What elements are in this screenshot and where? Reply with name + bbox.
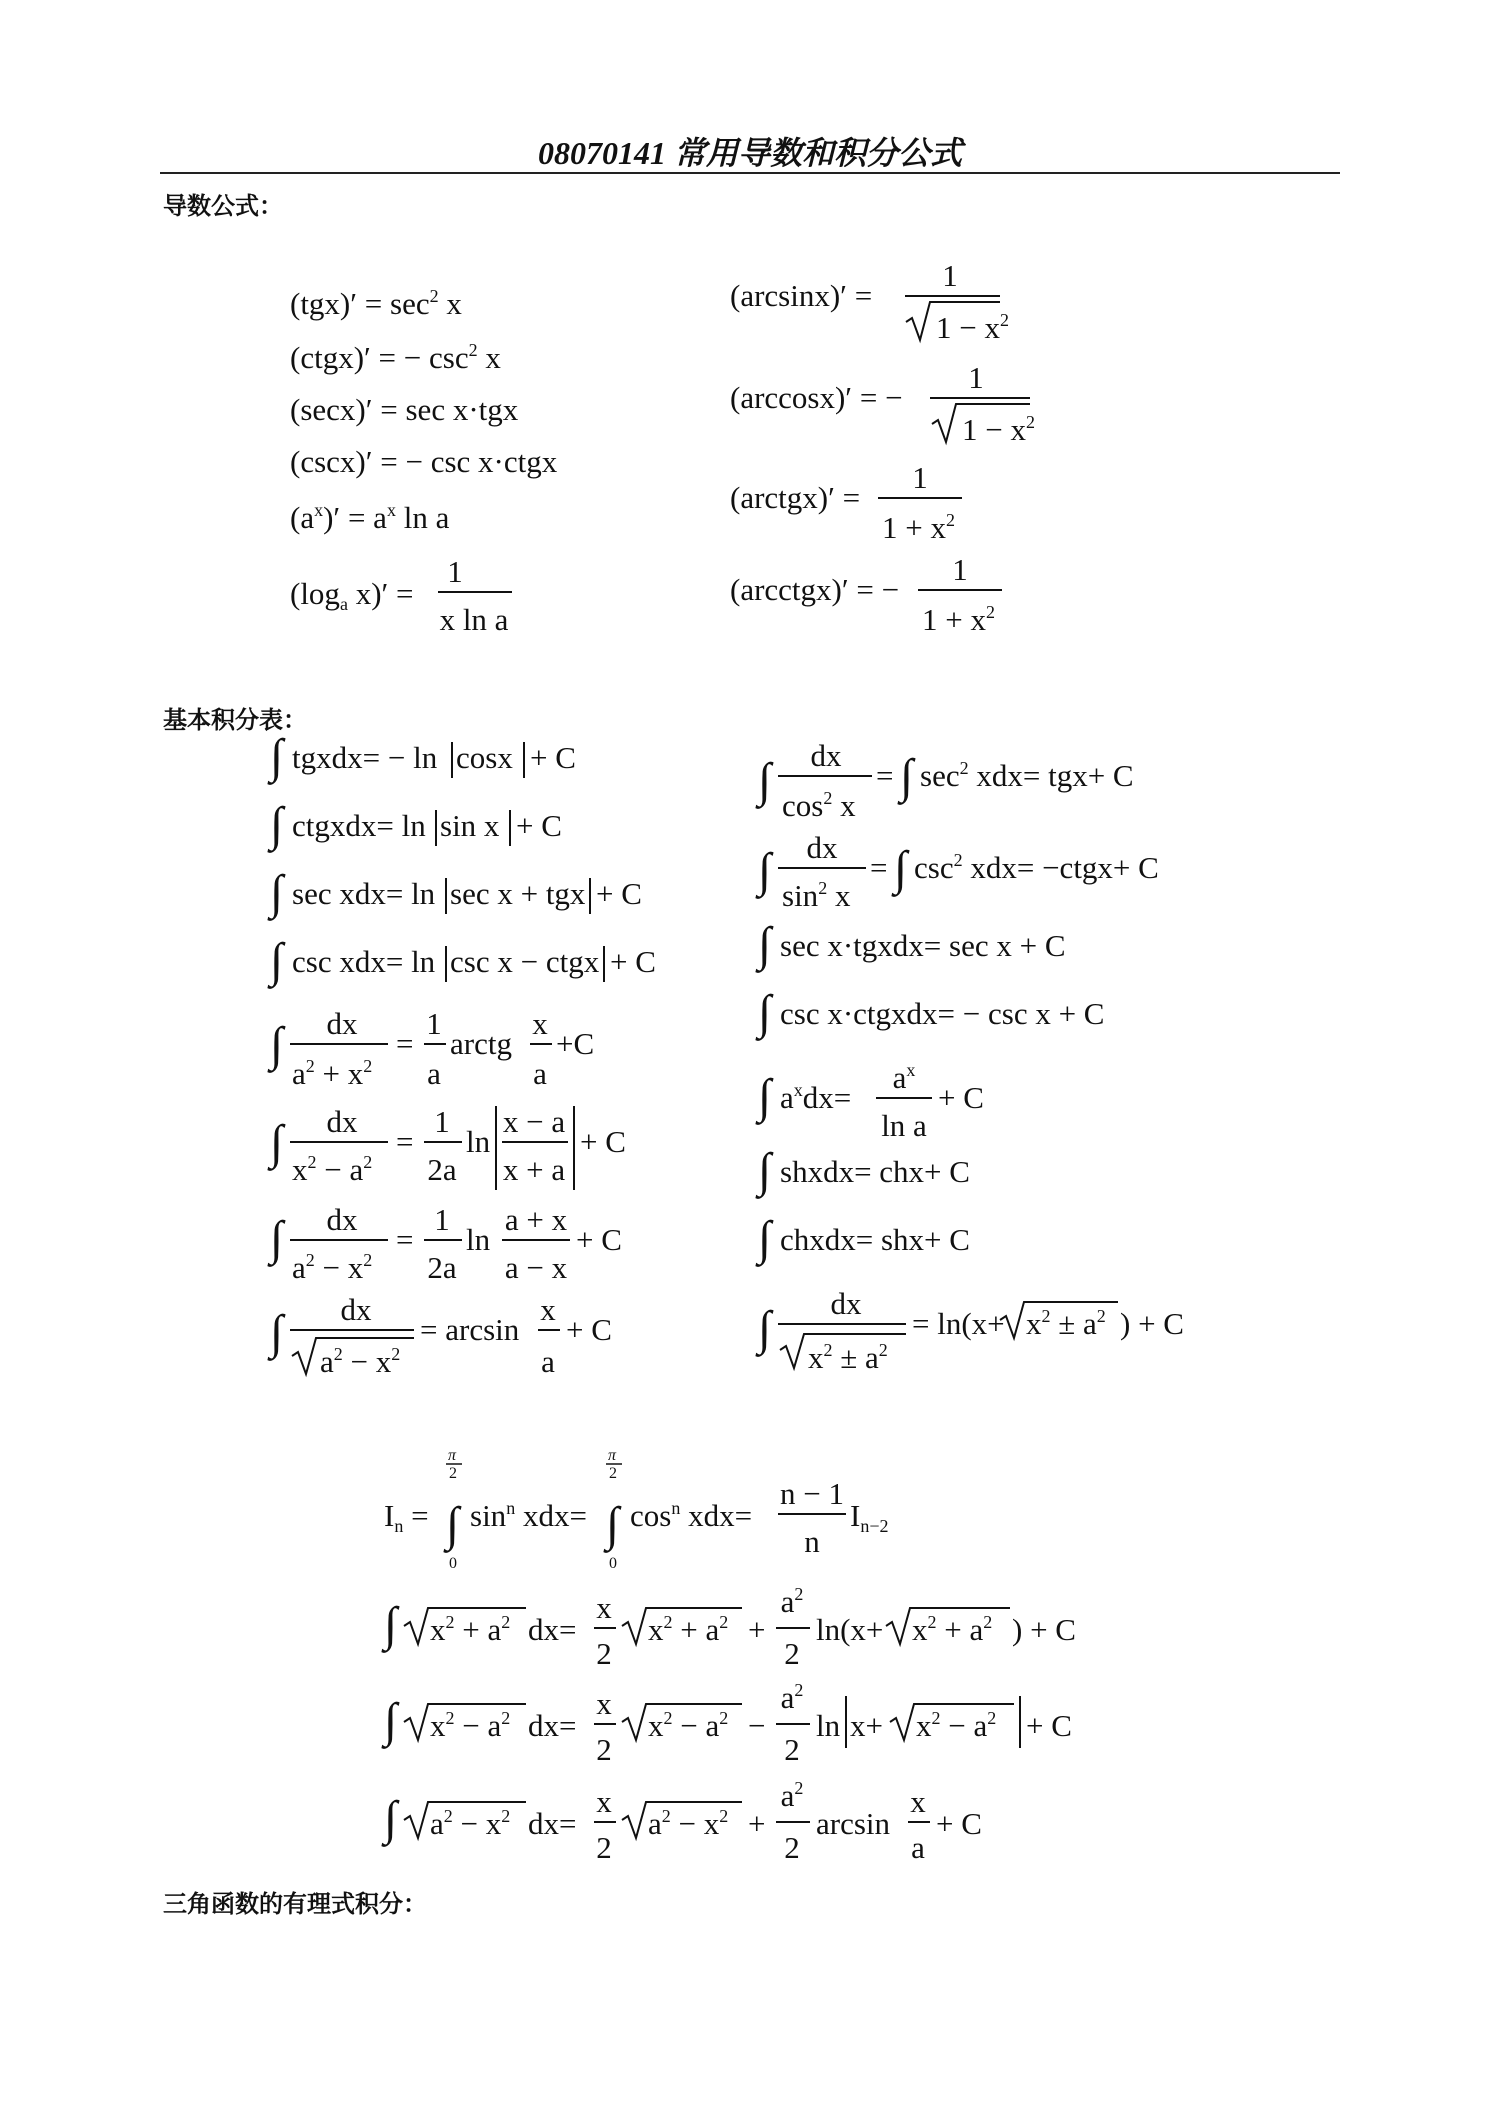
svg-text:(arcsinx)′ =: (arcsinx)′ = xyxy=(730,278,873,313)
svg-text:1: 1 xyxy=(426,1006,442,1041)
svg-text:+ C: + C xyxy=(1026,1708,1072,1743)
integral-formula-arcsin xyxy=(267,1292,612,1379)
svg-text:x: x xyxy=(532,1006,548,1041)
svg-text:ln a: ln a xyxy=(881,1108,927,1143)
svg-text:(ctgx)′ = − csc2 x: (ctgx)′ = − $\csc^2 x$ xyxy=(290,340,501,375)
svg-text:x2 + a2: $x^2 + a^2$ xyxy=(430,1612,511,1647)
integral-formula-csc-ctg xyxy=(755,986,1105,1041)
svg-text:∫: ∫ xyxy=(270,1116,284,1169)
svg-text:ln: ln xyxy=(466,1222,491,1257)
svg-text:(secx)′ = sec x·tgx: (secx)′ = sec x·tgx xyxy=(290,392,519,427)
svg-text:∫: ∫ xyxy=(758,754,772,807)
svg-text:n: n xyxy=(804,1524,820,1559)
derivative-formula-tg xyxy=(290,286,462,321)
section-heading-integrals: 基本积分表： xyxy=(163,706,307,734)
svg-text:∫: ∫ xyxy=(758,1302,772,1355)
derivative-formula-exp xyxy=(290,500,450,535)
derivative-formula-arctg xyxy=(730,460,962,545)
svg-text:=: = xyxy=(396,1124,414,1159)
svg-text:1 + x2: $1 + x^2$ xyxy=(882,510,955,545)
svg-text:a2 − x2: $a^2 - x^2$ xyxy=(320,1344,401,1379)
svg-text:2: 2 xyxy=(596,1636,612,1671)
svg-text:a2: $a^2$ xyxy=(780,1584,804,1619)
integral-formula-sec xyxy=(267,866,642,921)
integral-formula-sqrt-a-minus-x xyxy=(381,1778,982,1865)
svg-text:(tgx)′ = sec2 x: $(tgx)' = \sec^2 x$ xyxy=(290,286,462,321)
svg-text:a2 − x2: $a^2 - x^2$ xyxy=(292,1250,373,1285)
svg-text:sec x + tgx: sec x + tgx xyxy=(450,876,586,911)
svg-text:a + x: a + x xyxy=(504,1202,568,1237)
integral-formula-csc xyxy=(267,934,656,989)
integral-formula-ch xyxy=(755,1212,970,1267)
svg-text:2: 2 xyxy=(784,1830,800,1865)
svg-text:∫: ∫ xyxy=(606,1498,620,1551)
svg-text:csc x·ctgxdx= − csc x + C: csc x·ctgxdx= − csc x + C xyxy=(780,996,1105,1031)
svg-text:∫: ∫ xyxy=(446,1498,460,1551)
svg-text:sec x·tgxdx= sec x + C: sec x·tgxdx= sec x + C xyxy=(780,928,1066,963)
svg-text:+ C: + C xyxy=(576,1222,622,1257)
section-heading-derivatives: 导数公式： xyxy=(163,192,283,220)
svg-text:+ C: + C xyxy=(516,808,562,843)
svg-text:∫: ∫ xyxy=(758,1212,772,1265)
integral-formula-sh xyxy=(755,1144,970,1199)
svg-text:(arcctgx)′ = −: (arcctgx)′ = − xyxy=(730,572,900,607)
svg-text:x2 ± a2: $x^2 \pm a^2$ xyxy=(808,1340,888,1375)
svg-text:csc xdx= ln: csc xdx= ln xyxy=(292,944,436,979)
svg-text:x2 ± a2: $x^2 \pm a^2$ xyxy=(1026,1306,1106,1341)
integral-formula-arctg xyxy=(267,1006,594,1091)
svg-text:ln: ln xyxy=(816,1708,841,1743)
svg-text:a2: $a^2$ xyxy=(780,1778,804,1813)
svg-text:x − a: x − a xyxy=(502,1104,566,1139)
integral-formula-tg xyxy=(267,730,576,785)
svg-text:x: x xyxy=(596,1590,612,1625)
svg-text:=: = xyxy=(870,850,888,885)
svg-text:) + C: ) + C xyxy=(1120,1306,1184,1341)
svg-text:(loga x)′ =: (loga x)′ = xyxy=(290,576,414,614)
svg-text:In−2: In−2 xyxy=(850,1498,889,1536)
svg-text:(ax)′ = ax ln a: $(a^x)' = a^x$ ln a xyxy=(290,500,450,535)
svg-text:x + a: x + a xyxy=(502,1152,566,1187)
svg-text:dx: dx xyxy=(830,1286,862,1321)
svg-text:+: + xyxy=(748,1806,766,1841)
document-title: 08070141 常用导数和积分公式 xyxy=(537,135,962,171)
integral-formula-sec-squared xyxy=(755,738,1134,823)
svg-text:tgxdx= − ln: tgxdx= − ln xyxy=(292,740,438,775)
svg-text:= arcsin: = arcsin xyxy=(420,1312,520,1347)
svg-text:2: 2 xyxy=(609,1465,617,1482)
svg-text:∫: ∫ xyxy=(270,798,284,851)
svg-text:+ C: + C xyxy=(938,1080,984,1115)
integral-formula-ln-ratio xyxy=(267,1104,626,1190)
svg-text:a2 − x2: $a^2 - x^2$ xyxy=(648,1806,729,1841)
svg-text:sinn xdx=: $\sin^n xdx=$ xyxy=(470,1498,587,1533)
svg-text:2a: 2a xyxy=(427,1250,457,1285)
integral-formula-ctg xyxy=(267,798,562,853)
derivative-formula-sec xyxy=(290,392,519,427)
svg-text:sec2 xdx= tgx+ C: $\sec^2 xdx= tgx+ C$ xyxy=(920,758,1134,793)
svg-text:1 + x2: $1 + x^2$ xyxy=(922,602,995,637)
svg-text:∫: ∫ xyxy=(894,842,908,895)
svg-text:dx=: dx= xyxy=(528,1612,577,1647)
svg-text:∫: ∫ xyxy=(270,730,284,783)
svg-text:∫: ∫ xyxy=(384,1792,398,1845)
derivative-formula-log xyxy=(290,554,512,637)
svg-text:∫: ∫ xyxy=(270,934,284,987)
svg-text:dx: dx xyxy=(340,1292,372,1327)
svg-text:x2 − a2: $x^2 - a^2$ xyxy=(292,1152,373,1187)
svg-text:x: x xyxy=(540,1292,556,1327)
svg-text:sec xdx= ln: sec xdx= ln xyxy=(292,876,436,911)
svg-text:(cscx)′ = − csc x·ctgx: (cscx)′ = − csc x·ctgx xyxy=(290,444,558,479)
svg-text:shxdx= chx+ C: shxdx= chx+ C xyxy=(780,1154,970,1189)
svg-text:0: 0 xyxy=(609,1555,617,1572)
svg-text:ax: $a^x$ xyxy=(892,1060,916,1095)
svg-text:+C: +C xyxy=(556,1026,595,1061)
svg-text:sin2 x: $\sin^2 x$ xyxy=(782,878,851,913)
svg-text:∫: ∫ xyxy=(900,750,914,803)
svg-text:a: a xyxy=(911,1830,925,1865)
svg-text:a2: $a^2$ xyxy=(780,1680,804,1715)
svg-text:2: 2 xyxy=(784,1732,800,1767)
svg-text:(arccosx)′ = −: (arccosx)′ = − xyxy=(730,380,903,415)
svg-text:x: x xyxy=(910,1784,926,1819)
svg-text:x2 + a2: $x^2 + a^2$ xyxy=(912,1612,993,1647)
svg-text:csc2 xdx= −ctgx+ C: $\csc^2 xdx=$ −ctgx+ C xyxy=(914,850,1159,885)
svg-text:(arctgx)′ =: (arctgx)′ = xyxy=(730,480,861,515)
svg-text:axdx=: $a^xdx=$ xyxy=(780,1080,852,1115)
integral-formula-wallis xyxy=(384,1447,888,1572)
svg-text:a2 + x2: $a^2 + x^2$ xyxy=(292,1056,373,1091)
svg-text:∫: ∫ xyxy=(758,1070,772,1123)
svg-text:cos2 x: $\cos^2 x$ xyxy=(782,788,856,823)
svg-text:=: = xyxy=(876,758,894,793)
svg-text:dx: dx xyxy=(326,1202,358,1237)
svg-text:∫: ∫ xyxy=(270,866,284,919)
svg-text:∫: ∫ xyxy=(758,986,772,1039)
svg-text:arctg: arctg xyxy=(450,1026,512,1061)
svg-text:∫: ∫ xyxy=(758,844,772,897)
integral-formula-exp xyxy=(755,1060,984,1143)
svg-text:x+: x+ xyxy=(850,1708,883,1743)
svg-text:dx: dx xyxy=(326,1104,358,1139)
svg-text:dx=: dx= xyxy=(528,1806,577,1841)
svg-text:+ C: + C xyxy=(596,876,642,911)
svg-text:+ C: + C xyxy=(566,1312,612,1347)
svg-text:x2 − a2: $x^2 - a^2$ xyxy=(430,1708,511,1743)
svg-text:1: 1 xyxy=(912,460,928,495)
svg-text:1: 1 xyxy=(968,360,984,395)
svg-text:dx: dx xyxy=(326,1006,358,1041)
integral-formula-sec-tg xyxy=(755,918,1066,973)
svg-text:1: 1 xyxy=(434,1202,450,1237)
section-heading-trig-rational: 三角函数的有理式积分： xyxy=(163,1890,427,1918)
svg-text:a: a xyxy=(427,1056,441,1091)
svg-text:2a: 2a xyxy=(427,1152,457,1187)
svg-text:sin x: sin x xyxy=(440,808,500,843)
svg-text:1: 1 xyxy=(952,552,968,587)
svg-text:1: 1 xyxy=(434,1104,450,1139)
integral-formula-sqrt-sum xyxy=(381,1584,1076,1671)
svg-text:+ C: + C xyxy=(580,1124,626,1159)
svg-text:dx: dx xyxy=(806,830,838,865)
integral-formula-csc-squared xyxy=(755,830,1159,913)
svg-text:a: a xyxy=(541,1344,555,1379)
svg-text:a − x: a − x xyxy=(504,1250,568,1285)
svg-text:=: = xyxy=(396,1222,414,1257)
derivative-formula-arcsin xyxy=(730,258,1009,345)
svg-text:dx: dx xyxy=(810,738,842,773)
svg-text:) + C: ) + C xyxy=(1012,1612,1076,1647)
derivative-formula-arcctg xyxy=(730,552,1002,637)
svg-text:x2 − a2: $x^2 - a^2$ xyxy=(916,1708,997,1743)
svg-text:a2 − x2: $a^2 - x^2$ xyxy=(430,1806,511,1841)
svg-text:+ C: + C xyxy=(530,740,576,775)
svg-text:=: = xyxy=(396,1026,414,1061)
svg-text:1: 1 xyxy=(447,554,463,589)
derivative-formula-ctg xyxy=(290,340,501,375)
svg-text:arcsin: arcsin xyxy=(816,1806,891,1841)
svg-text:0: 0 xyxy=(449,1555,457,1572)
svg-text:chxdx= shx+ C: chxdx= shx+ C xyxy=(780,1222,970,1257)
svg-text:n − 1: n − 1 xyxy=(780,1476,844,1511)
svg-text:2: 2 xyxy=(596,1732,612,1767)
svg-text:∫: ∫ xyxy=(270,1018,284,1071)
svg-text:∫: ∫ xyxy=(384,1598,398,1651)
svg-text:ln(x+: ln(x+ xyxy=(816,1612,884,1647)
integral-formula-ln-sum xyxy=(267,1202,622,1285)
derivative-formula-arccos xyxy=(730,360,1035,447)
svg-text:x2 − a2: $x^2 - a^2$ xyxy=(648,1708,729,1743)
svg-text:csc x − ctgx: csc x − ctgx xyxy=(450,944,600,979)
svg-text:ln: ln xyxy=(466,1124,491,1159)
svg-text:+ C: + C xyxy=(610,944,656,979)
svg-text:∫: ∫ xyxy=(270,1306,284,1359)
svg-text:= ln(x+: = ln(x+ xyxy=(912,1306,1005,1341)
svg-text:dx=: dx= xyxy=(528,1708,577,1743)
svg-text:∫: ∫ xyxy=(270,1212,284,1265)
integral-formula-sqrt-diff xyxy=(381,1680,1072,1767)
integral-formula-ln-sqrt xyxy=(755,1286,1184,1375)
svg-text:+: + xyxy=(748,1612,766,1647)
svg-text:∫: ∫ xyxy=(758,1144,772,1197)
svg-text:+ C: + C xyxy=(936,1806,982,1841)
svg-text:ctgxdx= ln: ctgxdx= ln xyxy=(292,808,426,843)
svg-text:2: 2 xyxy=(449,1465,457,1482)
svg-text:1 − x2: $1 - x^2$ xyxy=(936,310,1009,345)
svg-text:cosn xdx=: $\cos^n xdx=$ xyxy=(630,1498,753,1533)
svg-text:π: π xyxy=(448,1447,457,1464)
svg-text:π: π xyxy=(608,1447,617,1464)
svg-text:2: 2 xyxy=(784,1636,800,1671)
svg-text:∫: ∫ xyxy=(758,918,772,971)
svg-text:cosx: cosx xyxy=(456,740,513,775)
svg-text:x: x xyxy=(596,1686,612,1721)
derivative-formula-csc xyxy=(290,444,558,479)
svg-text:x: x xyxy=(596,1784,612,1819)
svg-text:a: a xyxy=(533,1056,547,1091)
svg-text:∫: ∫ xyxy=(384,1694,398,1747)
svg-text:1: 1 xyxy=(942,258,958,293)
svg-text:1 − x2: $1 - x^2$ xyxy=(962,412,1035,447)
svg-text:In =: In = xyxy=(384,1498,429,1536)
svg-text:x ln a: x ln a xyxy=(439,602,509,637)
svg-text:−: − xyxy=(748,1708,766,1743)
svg-text:x2 + a2: $x^2 + a^2$ xyxy=(648,1612,729,1647)
svg-text:2: 2 xyxy=(596,1830,612,1865)
